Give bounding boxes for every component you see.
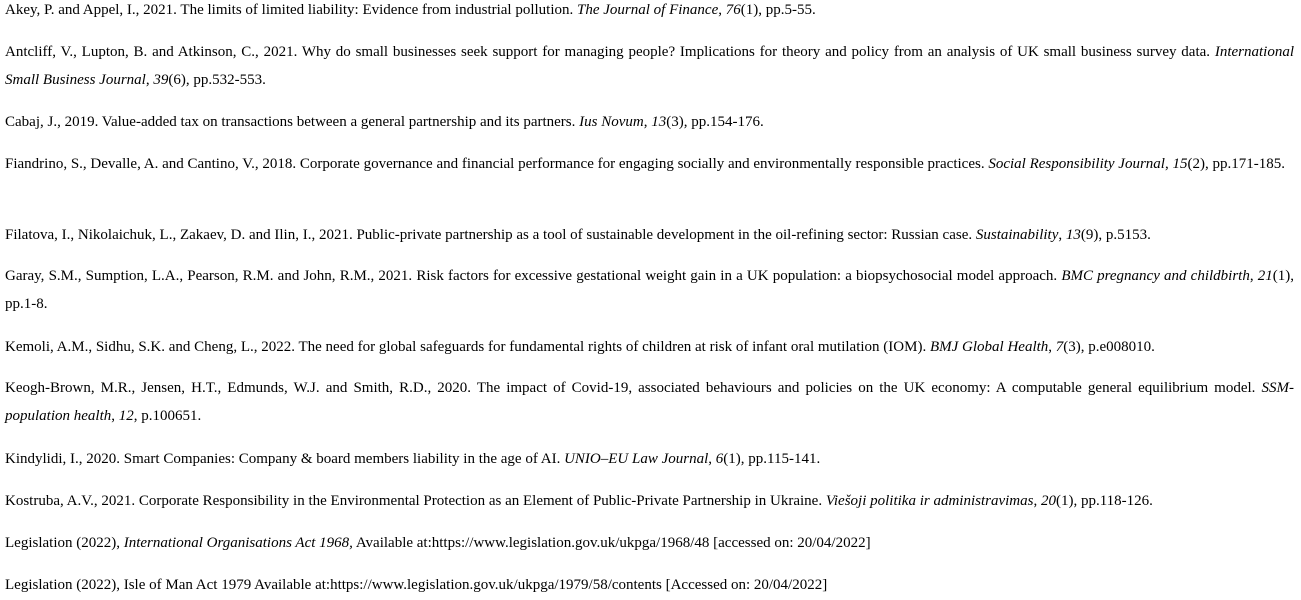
reference-text: (9), p.5153. [1080, 227, 1151, 243]
reference-text: Kemoli, A.M., Sidhu, S.K. and Cheng, L., 2022. The need for global safeguards for fundamental rights of children at risk of infant oral mutilation (IOM). [5, 339, 930, 355]
reference-text: (1), pp.1-8. [5, 268, 1294, 312]
reference-entry [5, 529, 1294, 557]
journal-volume: 12 [118, 408, 134, 424]
journal-title: BMJ Global Health [929, 339, 1049, 355]
journal-volume: 6 [715, 451, 724, 467]
journal-volume: 7 [1055, 339, 1064, 355]
journal-title: Viešoji politika ir administravimas [825, 493, 1034, 509]
reference-text: (1), pp.115-141. [723, 451, 821, 467]
reference-text: Filatova, I., Nikolaichuk, L., Zakaev, D. and Ilin, I., 2021. Public-private partnership as a tool of sustainable development in the oil-refining sector: Russian case. [5, 227, 976, 243]
reference-entry: Filatova, I., Nikolaichuk, L., Zakaev, D. and Ilin, I., 2021. Public-private partnership as a tool of sustainable development in the oil-refining sector: Russian case. Sustainability, 13(9), p.5153. [5, 227, 1151, 243]
reference-text: (2), pp.171-185. [1187, 156, 1285, 172]
reference-text: (6), pp.532-553. [168, 72, 266, 88]
reference-text: Garay, S.M., Sumption, L.A., Pearson, R.M. and John, R.M., 2021. Risk factors for excessive gestational weight gain in a UK population: a biopsychosocial model approach. [5, 268, 1062, 284]
reference-entry: Fiandrino, S., Devalle, A. and Cantino, V., 2018. Corporate governance and financial performance for engaging socially and environmentally responsible practices. Social Responsibility Journal, 15(2), pp.171-185. [5, 156, 1285, 172]
reference-entry [5, 571, 1294, 599]
journal-title: Sustainability [975, 227, 1059, 243]
journal-title: BMC pregnancy and childbirth [1061, 268, 1250, 284]
reference-entry: Cabaj, J., 2019. Value-added tax on transactions between a general partnership and its partners. Ius Novum, 13(3), pp.154-176. [5, 114, 764, 130]
reference-text: (1), pp.5-55. [740, 2, 816, 18]
journal-volume: 76 [725, 2, 741, 18]
reference-text: Fiandrino, S., Devalle, A. and Cantino, V., 2018. Corporate governance and financial performance for engaging socially and environmentally responsible practices. [5, 156, 989, 172]
journal-title: The Journal of Finance [577, 2, 719, 18]
journal-volume: 13 [1065, 227, 1081, 243]
reference-text: Available at:https://www.legislation.gov.uk/ukpga/1968/48 [accessed on: 20/04/2022] [352, 535, 871, 551]
reference-text: Antcliff, V., Lupton, B. and Atkinson, C., 2021. Why do small businesses seek support for managing people? Implications for theory and policy from an analysis of UK small business survey data. [5, 44, 1215, 60]
reference-entry: Kindylidi, I., 2020. Smart Companies: Company & board members liability in the age of AI. UNIO–EU Law Journal, 6(1), pp.115-141. [5, 451, 821, 467]
reference-text: (1), pp.118-126. [1055, 493, 1153, 509]
journal-title: Social Responsibility Journal [988, 156, 1165, 172]
reference-entry: Kemoli, A.M., Sidhu, S.K. and Cheng, L., 2022. The need for global safeguards for fundamental rights of children at risk of infant oral mutilation (IOM). BMJ Global Health, 7(3), p.e008010. [5, 339, 1155, 355]
reference-text: Legislation (2022), Isle of Man Act 1979 Available at:https://www.legislation.gov.uk/ukpga/1979/58/contents [Accessed on: 20/04/2022] [5, 577, 828, 593]
reference-text: Kindylidi, I., 2020. Smart Companies: Company & board members liability in the age of AI. [5, 451, 565, 467]
reference-text: Akey, P. and Appel, I., 2021. The limits of limited liability: Evidence from industrial pollution. [5, 2, 578, 18]
journal-title: International Small Business Journal [5, 44, 1294, 88]
journal-volume: 15 [1172, 156, 1188, 172]
journal-volume: 20 [1040, 493, 1056, 509]
journal-title: SSM-population health [5, 380, 1294, 424]
journal-title: Ius Novum [579, 114, 644, 130]
reference-text: Cabaj, J., 2019. Value-added tax on transactions between a general partnership and its partners. [5, 114, 580, 130]
reference-entry: Kostruba, A.V., 2021. Corporate Responsibility in the Environmental Protection as an Element of Public-Private Partnership in Ukraine. Viešoji politika ir administravimas, 20(1), pp.118-126. [5, 493, 1153, 509]
journal-volume: 13 [651, 114, 667, 130]
journal-volume: 39 [153, 72, 169, 88]
reference-text: (3), p.e008010. [1063, 339, 1155, 355]
reference-text: Keogh-Brown, M.R., Jensen, H.T., Edmunds, W.J. and Smith, R.D., 2020. The impact of Covid-19, associated behaviours and policies on the UK economy: A computable general equilibrium model. [5, 380, 1262, 396]
reference-entry: Garay, S.M., Sumption, L.A., Pearson, R.M. and John, R.M., 2021. Risk factors for excessive gestational weight gain in a UK population: a biopsychosocial model approach. BMC pregnancy and childbirth, 21(1), pp.1-8. [5, 268, 1294, 312]
reference-text: (3), pp.154-176. [666, 114, 764, 130]
journal-volume: 21 [1257, 268, 1273, 284]
reference-entry: Antcliff, V., Lupton, B. and Atkinson, C., 2021. Why do small businesses seek support for managing people? Implications for theory and policy from an analysis of UK small business survey data. International Small Business Journal, 39(6), pp.532-553. [5, 44, 1294, 88]
reference-text: Kostruba, A.V., 2021. Corporate Responsibility in the Environmental Protection as an Element of Public-Private Partnership in Ukraine. [5, 493, 826, 509]
reference-text: , p.100651. [133, 408, 202, 424]
act-title: International Organisations Act 1968, [123, 535, 353, 551]
reference-entry: Keogh-Brown, M.R., Jensen, H.T., Edmunds, W.J. and Smith, R.D., 2020. The impact of Covid-19, associated behaviours and policies on the UK economy: A computable general equilibrium model. SSM-population health, 12, p.100651. [5, 380, 1294, 424]
reference-text: Legislation (2022), [5, 535, 124, 551]
journal-title: UNIO–EU Law Journal [564, 451, 709, 467]
reference-entry: Akey, P. and Appel, I., 2021. The limits of limited liability: Evidence from industrial pollution. The Journal of Finance, 76(1), pp.5-55. [5, 2, 816, 18]
